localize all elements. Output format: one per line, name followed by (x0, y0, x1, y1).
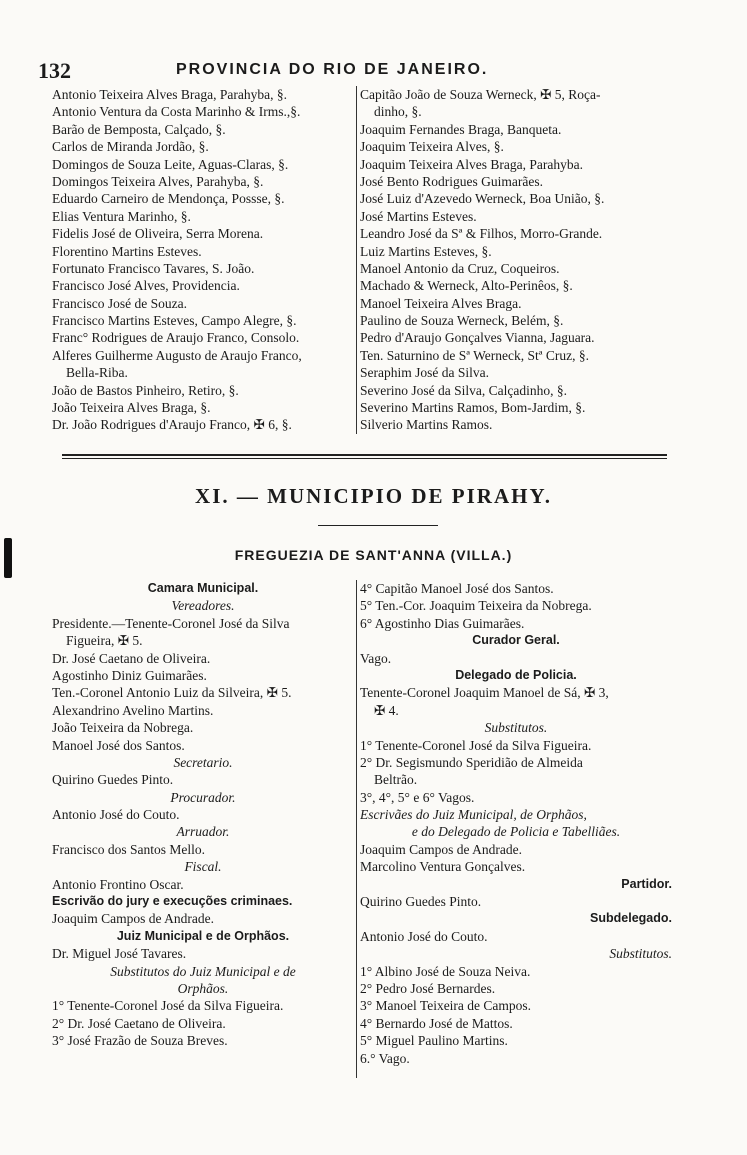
entry-line: Joaquim Fernandes Braga, Banqueta. (360, 121, 562, 137)
entry-line: Delegado de Policia. (455, 667, 577, 682)
entry-line: Dr. João Rodrigues d'Araujo Franco, ✠ 6, §. (52, 417, 292, 433)
section-divider (62, 454, 667, 459)
entry-line: 2° Pedro José Bernardes. (360, 980, 496, 996)
margin-mark (4, 538, 12, 578)
entry-line: José Martins Esteves. (360, 208, 477, 224)
entry-line: Manoel Antonio da Cruz, Coqueiros. (360, 260, 560, 276)
entry-line: Antonio Frontino Oscar. (52, 876, 184, 892)
entry-line: Vago. (360, 650, 392, 666)
entry-line: 4° Capitão Manoel José dos Santos. (360, 581, 554, 596)
entry-line: Orphãos. (177, 980, 229, 996)
entry-line: Seraphim José da Silva. (360, 365, 489, 381)
entry-line: Substitutos do Juiz Municipal e de (110, 963, 296, 979)
entry-line: José Luiz d'Azevedo Werneck, Boa União, §. (360, 191, 605, 207)
entry-line: Antonio Ventura da Costa Marinho & Irms.,§. (52, 104, 301, 120)
entry-line: 6° Agostinho Dias Guimarães. (360, 615, 525, 631)
entry-line: Luiz Martins Esteves, §. (360, 243, 492, 259)
entry-line: Barão de Bemposta, Calçado, §. (52, 121, 226, 137)
entry-line: Escrivão do jury e execuções criminaes. (52, 894, 293, 909)
entry-line: e do Delegado de Policia e Tabelliães. (411, 824, 621, 840)
entry-line: Elias Ventura Marinho, §. (52, 208, 191, 224)
entry-line: Dr. Miguel José Tavares. (52, 946, 187, 962)
municipality-title: XI. — MUNICIPIO DE PIRAHY. (195, 484, 552, 508)
entry-line: Marcolino Ventura Gonçalves. (360, 859, 526, 875)
title-underline (318, 525, 438, 526)
entry-line: Tenente-Coronel Joaquim Manoel de Sá, ✠ 3, (360, 685, 609, 701)
entry-line: Procurador. (170, 789, 236, 805)
entry-line: Secretario. (173, 754, 233, 770)
parish-title: FREGUEZIA DE SANT'ANNA (VILLA.) (234, 547, 513, 563)
entry-line: Quirino Guedes Pinto. (360, 894, 482, 910)
entry-line: Francisco José Alves, Providencia. (52, 278, 240, 294)
page-header (38, 58, 678, 84)
entry-line: Machado & Werneck, Alto-Perinêos, §. (360, 278, 573, 294)
entry-line: 1° Tenente-Coronel José da Silva Figueira. (360, 737, 592, 753)
entry-line: Camara Municipal. (147, 581, 259, 595)
entry-line: 1° Tenente-Coronel José da Silva Figueira. (52, 998, 284, 1014)
entry-line: João Teixeira da Nobrega. (52, 720, 194, 736)
entry-line: Juiz Municipal e de Orphãos. (116, 928, 290, 943)
entry-line: Bella-Riba. (66, 365, 128, 381)
entry-line: 5° Ten.-Cor. Joaquim Teixeira da Nobrega. (360, 598, 592, 614)
entry-line: Escrivães do Juiz Municipal, de Orphãos, (360, 807, 587, 823)
entry-line: Partidor. (621, 876, 672, 891)
top-section (52, 86, 672, 436)
bottom-right-column (360, 580, 672, 1067)
entry-line: Florentino Martins Esteves. (52, 243, 202, 259)
entry-line: Ten.-Coronel Antonio Luiz da Silveira, ✠ 5. (52, 685, 292, 701)
entry-line: Paulino de Souza Werneck, Belém, §. (360, 313, 564, 329)
entry-line: Fortunato Francisco Tavares, S. João. (52, 260, 255, 276)
running-title: PROVINCIA DO RIO DE JANEIRO. (176, 61, 489, 78)
entry-line: Francisco Martins Esteves, Campo Alegre, §. (52, 313, 297, 329)
entry-line: Antonio José do Couto. (360, 928, 488, 944)
entry-line: Joaquim Campos de Andrade. (360, 841, 522, 857)
entry-line: Fidelis José de Oliveira, Serra Morena. (52, 226, 264, 242)
entry-line: Subdelegado. (590, 911, 672, 926)
entry-line: 3°, 4°, 5° e 6° Vagos. (360, 789, 475, 805)
entry-line: Figueira, ✠ 5. (66, 633, 143, 649)
entry-line: Beltrão. (374, 772, 418, 788)
bottom-section (52, 580, 672, 1080)
entry-line: 4° Bernardo José de Mattos. (360, 1015, 513, 1031)
page-number: 132 (38, 58, 71, 83)
entry-line: Silverio Martins Ramos. (360, 417, 493, 433)
entry-line: Substitutos. (609, 946, 672, 962)
top-left-column (52, 86, 354, 434)
entry-line: Dr. José Caetano de Oliveira. (52, 650, 211, 666)
entry-line: Joaquim Teixeira Alves, §. (360, 139, 504, 155)
column-divider (356, 86, 357, 434)
entry-line: 6.° Vago. (360, 1050, 410, 1066)
entry-line: Fiscal. (184, 859, 222, 875)
entry-line: Francisco dos Santos Mello. (52, 841, 205, 857)
entry-line: Alferes Guilherme Augusto de Araujo Franco, (52, 347, 302, 363)
entry-line: 2° Dr. Segismundo Speridião de Almeida (360, 754, 583, 770)
entry-line: 3° Manoel Teixeira de Campos. (360, 998, 532, 1014)
entry-line: Domingos Teixeira Alves, Parahyba, §. (52, 173, 264, 189)
entry-line: Curador Geral. (472, 633, 560, 648)
entry-line: Antonio Teixeira Alves Braga, Parahyba, §. (52, 87, 287, 102)
entry-line: Ten. Saturnino de Sª Werneck, Stª Cruz, §. (360, 347, 590, 363)
entry-line: ✠ 4. (374, 702, 399, 718)
column-divider (356, 580, 357, 1078)
entry-line: Domingos de Souza Leite, Aguas-Claras, §. (52, 156, 289, 172)
entry-line: Francisco José de Souza. (52, 295, 187, 311)
entry-line: 2° Dr. José Caetano de Oliveira. (52, 1015, 226, 1031)
entry-line: Severino José da Silva, Calçadinho, §. (360, 382, 567, 398)
entry-line: Manoel José dos Santos. (52, 737, 185, 753)
entry-line: Antonio José do Couto. (52, 807, 180, 823)
entry-line: Arruador. (176, 824, 230, 840)
entry-line: Presidente.—Tenente-Coronel José da Silva (52, 615, 290, 631)
entry-line: Eduardo Carneiro de Mendonça, Possse, §. (52, 191, 285, 207)
entry-line: Agostinho Diniz Guimarães. (52, 667, 207, 683)
entry-line: José Bento Rodrigues Guimarães. (360, 173, 543, 189)
entry-line: Substitutos. (484, 720, 548, 736)
entry-line: Carlos de Miranda Jordão, §. (52, 139, 209, 155)
entry-line: Vereadores. (171, 598, 235, 614)
entry-line: Quirino Guedes Pinto. (52, 772, 174, 788)
entry-line: Alexandrino Avelino Martins. (52, 702, 214, 718)
entry-line: 1° Albino José de Souza Neiva. (360, 963, 531, 979)
entry-line: Severino Martins Ramos, Bom-Jardim, §. (360, 400, 586, 416)
bottom-left-column (52, 580, 354, 1050)
entry-line: dinho, §. (374, 104, 422, 120)
top-right-column (360, 86, 672, 434)
entry-line: Joaquim Teixeira Alves Braga, Parahyba. (360, 156, 583, 172)
entry-line: Joaquim Campos de Andrade. (52, 911, 214, 927)
entry-line: João de Bastos Pinheiro, Retiro, §. (52, 382, 239, 398)
entry-line: Capitão João de Souza Werneck, ✠ 5, Roça- (360, 87, 601, 102)
entry-line: 5° Miguel Paulino Martins. (360, 1033, 508, 1049)
entry-line: 3° José Frazão de Souza Breves. (52, 1033, 228, 1049)
entry-line: Leandro José da Sª & Filhos, Morro-Grande. (360, 226, 603, 242)
entry-line: João Teixeira Alves Braga, §. (52, 400, 211, 416)
entry-line: Manoel Teixeira Alves Braga. (360, 295, 522, 311)
entry-line: Pedro d'Araujo Gonçalves Vianna, Jaguara. (360, 330, 595, 346)
entry-line: Franc° Rodrigues de Araujo Franco, Consolo. (52, 330, 300, 346)
